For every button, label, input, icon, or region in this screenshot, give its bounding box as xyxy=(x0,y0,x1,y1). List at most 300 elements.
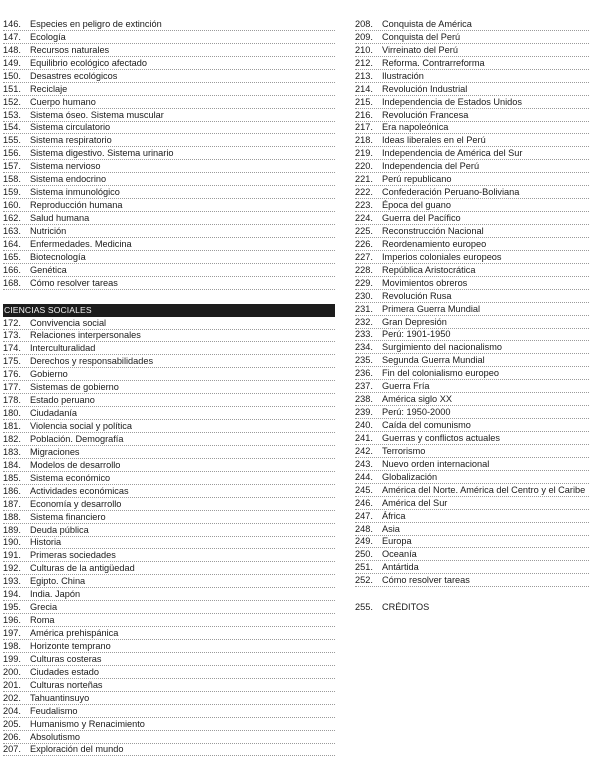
entry-title: Ilustración xyxy=(382,70,424,81)
toc-entry[interactable] xyxy=(3,588,335,601)
entry-title: Antártida xyxy=(382,562,419,573)
toc-entry[interactable] xyxy=(3,96,335,109)
toc-entry[interactable] xyxy=(3,317,335,330)
page-number: 178. xyxy=(3,395,21,406)
entry-title: Salud humana xyxy=(30,213,90,223)
entry-title: Revolución Rusa xyxy=(382,290,452,301)
page-number: 208. xyxy=(355,18,373,29)
toc-list-ciencias-sociales xyxy=(3,317,335,757)
page-number: 239. xyxy=(355,407,373,418)
toc-entry[interactable] xyxy=(355,316,589,329)
entry-title: Gobierno xyxy=(30,369,68,380)
toc-entry[interactable] xyxy=(3,109,335,122)
page-number: 244. xyxy=(355,471,373,482)
entry-title: Conquista de América xyxy=(382,18,472,29)
entry-title: Cuerpo humano xyxy=(30,96,96,107)
toc-entry[interactable] xyxy=(355,31,589,44)
page-number: 184. xyxy=(3,459,21,470)
entry-title: Feudalismo xyxy=(30,705,78,716)
toc-entry[interactable] xyxy=(3,330,335,343)
toc-entry[interactable] xyxy=(3,134,335,147)
toc-right-column xyxy=(355,18,589,613)
section-header-ciencias-sociales: CIENCIAS SOCIALES xyxy=(3,304,335,317)
toc-entry[interactable] xyxy=(355,341,589,354)
toc-entry[interactable] xyxy=(3,731,335,744)
entry-title: Modelos de desarrollo xyxy=(30,459,121,470)
toc-entry[interactable] xyxy=(3,160,335,173)
toc-entry[interactable] xyxy=(3,459,335,472)
page-number: 162. xyxy=(3,213,21,223)
page-number: 245. xyxy=(355,484,373,495)
toc-entry[interactable] xyxy=(355,354,589,367)
toc-entry[interactable] xyxy=(355,432,589,445)
entry-title: Reordenamiento europeo xyxy=(382,238,487,249)
toc-entry[interactable] xyxy=(3,472,335,485)
toc-entry[interactable] xyxy=(3,446,335,459)
entry-title: Imperios coloniales europeos xyxy=(382,251,502,262)
toc-list-ciencias-naturales xyxy=(3,18,335,290)
entry-title: Biotecnología xyxy=(30,251,86,262)
toc-entry[interactable] xyxy=(3,31,335,44)
toc-entry[interactable] xyxy=(3,264,335,277)
page-number: 193. xyxy=(3,576,21,587)
toc-entry[interactable] xyxy=(355,96,589,109)
toc-entry[interactable] xyxy=(3,394,335,407)
toc-entry[interactable] xyxy=(355,548,589,561)
entry-title: Historia xyxy=(30,537,62,548)
toc-entry[interactable] xyxy=(3,186,335,199)
entry-title: Movimientos obreros xyxy=(382,277,468,288)
toc-entry[interactable] xyxy=(355,83,589,96)
entry-title: Población. Demografía xyxy=(30,433,124,444)
page-number: 216. xyxy=(355,109,373,120)
entry-title: Genética xyxy=(30,264,67,275)
page-number: 148. xyxy=(3,44,21,55)
page-number: 176. xyxy=(3,369,21,380)
entry-title: India. Japón xyxy=(30,589,81,600)
page-number: 229. xyxy=(355,277,373,288)
page-number: 150. xyxy=(3,70,21,81)
entry-title: Guerra del Pacífico xyxy=(382,213,461,223)
entry-title: Surgimiento del nacionalismo xyxy=(382,342,503,353)
page-number: 209. xyxy=(355,31,373,42)
page-number: 243. xyxy=(355,458,373,469)
toc-entry[interactable] xyxy=(3,744,335,757)
page-number: 174. xyxy=(3,343,21,354)
page-number: 214. xyxy=(355,83,373,94)
entry-title: Culturas de la antigüedad xyxy=(30,563,135,574)
toc-entry[interactable] xyxy=(355,134,589,147)
toc-entry[interactable] xyxy=(355,471,589,484)
page-number: 189. xyxy=(3,524,21,535)
entry-title: Perú: 1950-2000 xyxy=(382,407,451,418)
page-number: 195. xyxy=(3,602,21,613)
entry-title: Ciudadanía xyxy=(30,408,77,419)
page-number: 224. xyxy=(355,213,373,223)
entry-title: Derechos y responsabilidades xyxy=(30,356,154,367)
entry-title: Perú: 1901-1950 xyxy=(382,329,451,340)
toc-entry[interactable] xyxy=(355,147,589,160)
entry-title: Sistema endocrino xyxy=(30,174,107,185)
page-number: 206. xyxy=(3,731,21,742)
entry-title: Economía y desarrollo xyxy=(30,498,122,509)
page-number: 228. xyxy=(355,264,373,275)
page-number: 235. xyxy=(355,355,373,366)
toc-entry[interactable] xyxy=(3,368,335,381)
entry-title: Violencia social y política xyxy=(30,421,132,431)
entry-title: Culturas costeras xyxy=(30,653,102,664)
toc-entry[interactable] xyxy=(355,367,589,380)
toc-entry[interactable] xyxy=(355,561,589,574)
toc-entry[interactable] xyxy=(355,44,589,57)
page-number: 190. xyxy=(3,537,21,548)
page-number: 210. xyxy=(355,44,373,55)
page-number: 241. xyxy=(355,432,373,443)
toc-entry[interactable] xyxy=(3,575,335,588)
entry-title: Especies en peligro de extinción xyxy=(30,18,162,29)
toc-entry[interactable] xyxy=(3,44,335,57)
toc-entry[interactable] xyxy=(355,225,589,238)
page-number: 198. xyxy=(3,640,21,651)
entry-title: Culturas norteñas xyxy=(30,679,103,690)
entry-title: Nutrición xyxy=(30,225,67,236)
toc-entry[interactable] xyxy=(355,406,589,419)
page-number: 160. xyxy=(3,200,21,211)
entry-title: Migraciones xyxy=(30,446,80,457)
page-number: 242. xyxy=(355,445,373,456)
entry-title: Roma xyxy=(30,615,55,626)
toc-entry[interactable] xyxy=(3,355,335,368)
page-number: 252. xyxy=(355,575,373,586)
page-number: 151. xyxy=(3,83,21,94)
entry-title: Independencia de Estados Unidos xyxy=(382,96,522,107)
entry-title: Fin del colonialismo europeo xyxy=(382,368,499,379)
page-number: 199. xyxy=(3,653,21,664)
page-number: 251. xyxy=(355,562,373,573)
page-number: 247. xyxy=(355,510,373,521)
entry-title: Caída del comunismo xyxy=(382,420,471,430)
entry-title: Sistema respiratorio xyxy=(30,135,112,146)
entry-title: Humanismo y Renacimiento xyxy=(30,718,145,729)
page-number: 204. xyxy=(3,705,21,716)
entry-title: Ecología xyxy=(30,31,66,42)
toc-entry[interactable] xyxy=(355,393,589,406)
toc-entry[interactable] xyxy=(355,484,589,497)
toc-entry[interactable] xyxy=(3,147,335,160)
page-number: 158. xyxy=(3,174,21,185)
toc-entry[interactable] xyxy=(355,380,589,393)
toc-entry[interactable] xyxy=(3,212,335,225)
page-number: 180. xyxy=(3,408,21,419)
toc-entry[interactable] xyxy=(355,212,589,225)
toc-entry[interactable] xyxy=(355,497,589,510)
toc-entry[interactable] xyxy=(3,498,335,511)
page-number: 232. xyxy=(355,316,373,327)
entry-title: Globalización xyxy=(382,471,438,482)
toc-entry[interactable] xyxy=(355,458,589,471)
page-number: 168. xyxy=(3,277,21,288)
entry-title: América prehispánica xyxy=(30,628,119,638)
page-number: 212. xyxy=(355,57,373,68)
page-number: 155. xyxy=(3,135,21,146)
entry-title: CRÉDITOS xyxy=(382,602,430,613)
toc-entry[interactable] xyxy=(3,653,335,666)
toc-entry[interactable] xyxy=(355,160,589,173)
page-number: 166. xyxy=(3,264,21,275)
toc-entry[interactable] xyxy=(3,70,335,83)
toc-entry[interactable] xyxy=(355,238,589,251)
page-number: 230. xyxy=(355,290,373,301)
toc-entry[interactable] xyxy=(355,536,589,549)
toc-entry[interactable] xyxy=(355,173,589,186)
page-number: 147. xyxy=(3,31,21,42)
page-number: 152. xyxy=(3,96,21,107)
page-number: 226. xyxy=(355,238,373,249)
entry-title: Época del guano xyxy=(382,200,451,211)
toc-entry[interactable] xyxy=(3,627,335,640)
entry-title: Relaciones interpersonales xyxy=(30,330,141,341)
toc-entry[interactable] xyxy=(3,173,335,186)
entry-title: Exploración del mundo xyxy=(30,744,124,755)
entry-title: Cómo resolver tareas xyxy=(30,277,118,288)
page-number: 146. xyxy=(3,18,21,29)
page-number: 196. xyxy=(3,615,21,626)
page-number: 194. xyxy=(3,589,21,600)
toc-entry[interactable] xyxy=(3,537,335,550)
toc-entry[interactable] xyxy=(3,238,335,251)
toc-entry[interactable] xyxy=(355,574,589,587)
toc-entry[interactable] xyxy=(3,679,335,692)
page-number: 159. xyxy=(3,187,21,198)
page-number: 175. xyxy=(3,356,21,367)
entry-title: Sistema financiero xyxy=(30,511,106,522)
entry-title: Cómo resolver tareas xyxy=(382,575,470,586)
toc-entry[interactable] xyxy=(3,277,335,290)
page-number: 237. xyxy=(355,381,373,392)
entry-title: Sistema inmunológico xyxy=(30,187,120,198)
toc-entry[interactable] xyxy=(3,666,335,679)
toc-entry[interactable] xyxy=(3,511,335,524)
toc-left-column xyxy=(3,18,335,756)
page-number: 249. xyxy=(355,536,373,547)
page-number: 221. xyxy=(355,174,373,185)
page-number: 238. xyxy=(355,394,373,405)
entry-title: Confederación Peruano-Boliviana xyxy=(382,187,520,198)
toc-entry[interactable] xyxy=(3,251,335,264)
page-number: 223. xyxy=(355,200,373,211)
entry-title: Revolución Industrial xyxy=(382,83,468,94)
toc-entry[interactable] xyxy=(355,303,589,316)
toc-entry[interactable] xyxy=(355,329,589,342)
page-number: 192. xyxy=(3,563,21,574)
page-number: 163. xyxy=(3,225,21,236)
entry-title: Perú republicano xyxy=(382,174,452,185)
page-number: 164. xyxy=(3,238,21,249)
toc-entry[interactable] xyxy=(3,83,335,96)
toc-entry[interactable] xyxy=(3,122,335,135)
page-number: 225. xyxy=(355,225,373,236)
page-number: 153. xyxy=(3,109,21,120)
page-number: 220. xyxy=(355,161,373,172)
entry-title: Terrorismo xyxy=(382,445,426,456)
entry-title: Convivencia social xyxy=(30,317,107,328)
page-number: 240. xyxy=(355,420,373,430)
entry-title: Guerras y conflictos actuales xyxy=(382,432,500,443)
entry-title: Recursos naturales xyxy=(30,44,110,55)
page-number: 185. xyxy=(3,472,21,483)
page-number: 236. xyxy=(355,368,373,379)
entry-title: Guerra Fría xyxy=(382,381,430,392)
page-number: 191. xyxy=(3,550,21,561)
entry-title: Independencia del Perú xyxy=(382,161,480,172)
page-number: 207. xyxy=(3,744,21,755)
toc-entry[interactable] xyxy=(355,523,589,536)
page-number: 201. xyxy=(3,679,21,690)
page-number: 173. xyxy=(3,330,21,341)
page-number: 149. xyxy=(3,57,21,68)
toc-entry[interactable] xyxy=(355,264,589,277)
entry-title: Reforma. Contrarreforma xyxy=(382,57,485,68)
entry-title: Europa xyxy=(382,536,412,547)
entry-title: Independencia de América del Sur xyxy=(382,148,523,159)
entry-title: Gran Depresión xyxy=(382,316,447,327)
entry-title: Sistema económico xyxy=(30,472,111,483)
page-number: 234. xyxy=(355,342,373,353)
toc-entry[interactable] xyxy=(355,277,589,290)
page-number: 188. xyxy=(3,511,21,522)
toc-entry[interactable] xyxy=(3,420,335,433)
toc-entry[interactable] xyxy=(3,485,335,498)
page-number: 177. xyxy=(3,382,21,393)
toc-entry[interactable] xyxy=(3,640,335,653)
entry-title: Reciclaje xyxy=(30,83,68,94)
entry-title: Ideas liberales en el Perú xyxy=(382,135,486,146)
page-number: 156. xyxy=(3,148,21,159)
page-number: 219. xyxy=(355,148,373,159)
entry-title: Desastres ecológicos xyxy=(30,70,118,81)
toc-entry[interactable] xyxy=(3,18,335,31)
page-number: 246. xyxy=(355,497,373,508)
entry-title: Primera Guerra Mundial xyxy=(382,303,481,314)
page-number: 157. xyxy=(3,161,21,172)
page-number: 231. xyxy=(355,303,373,314)
entry-title: Asia xyxy=(382,523,400,534)
entry-title: Absolutismo xyxy=(30,731,81,742)
toc-entry[interactable] xyxy=(355,510,589,523)
toc-entry[interactable] xyxy=(355,251,589,264)
toc-entry[interactable] xyxy=(3,199,335,212)
toc-entry[interactable] xyxy=(355,70,589,83)
toc-entry[interactable] xyxy=(3,57,335,70)
page-number: 182. xyxy=(3,433,21,444)
entry-title: Sistema digestivo. Sistema urinario xyxy=(30,148,174,159)
page-number: 215. xyxy=(355,96,373,107)
page-number: 154. xyxy=(3,122,21,133)
entry-title: África xyxy=(382,510,406,521)
page-number: 213. xyxy=(355,70,373,81)
toc-entry[interactable] xyxy=(3,524,335,537)
entry-title: Primeras sociedades xyxy=(30,550,116,561)
toc-entry-creditos[interactable] xyxy=(355,600,589,613)
toc-entry[interactable] xyxy=(3,562,335,575)
toc-entry[interactable] xyxy=(3,549,335,562)
entry-title: Deuda pública xyxy=(30,524,89,535)
entry-title: Ciudades estado xyxy=(30,666,99,677)
toc-entry[interactable] xyxy=(355,290,589,303)
toc-entry[interactable] xyxy=(355,57,589,70)
spacer xyxy=(3,290,335,303)
entry-title: América del Norte. América del Centro y el Caribe xyxy=(382,484,586,495)
page-number: 248. xyxy=(355,523,373,534)
entry-title: América siglo XX xyxy=(382,394,452,405)
toc-entry[interactable] xyxy=(3,614,335,627)
entry-title: Tahuantinsuyo xyxy=(30,692,90,703)
entry-title: Era napoleónica xyxy=(382,122,449,133)
toc-entry[interactable] xyxy=(355,18,589,31)
toc-entry[interactable] xyxy=(3,692,335,705)
entry-title: Grecia xyxy=(30,602,58,613)
page-number: 186. xyxy=(3,485,21,496)
entry-title: Sistema óseo. Sistema muscular xyxy=(30,109,164,120)
toc-entry[interactable] xyxy=(355,122,589,135)
page-number: 181. xyxy=(3,421,21,431)
entry-title: Segunda Guerra Mundial xyxy=(382,355,485,366)
page-number: 202. xyxy=(3,692,21,703)
page-number: 222. xyxy=(355,187,373,198)
toc-entry[interactable] xyxy=(3,601,335,614)
toc-entry[interactable] xyxy=(3,381,335,394)
page-number: 218. xyxy=(355,135,373,146)
entry-title: Estado peruano xyxy=(30,395,95,406)
entry-title: Nuevo orden internacional xyxy=(382,458,490,469)
entry-title: Equilibrio ecológico afectado xyxy=(30,57,147,68)
page-number: 250. xyxy=(355,549,373,560)
page-number: 197. xyxy=(3,628,21,638)
entry-title: Oceanía xyxy=(382,549,417,560)
entry-title: Conquista del Perú xyxy=(382,31,461,42)
toc-entry[interactable] xyxy=(3,705,335,718)
toc-entry[interactable] xyxy=(3,433,335,446)
page-number: 183. xyxy=(3,446,21,457)
toc-entry[interactable] xyxy=(3,342,335,355)
toc-entry[interactable] xyxy=(3,407,335,420)
page-number: 172. xyxy=(3,317,21,328)
entry-title: Virreinato del Perú xyxy=(382,44,458,55)
spacer xyxy=(355,587,589,600)
entry-title: Revolución Francesa xyxy=(382,109,469,120)
entry-title: Interculturalidad xyxy=(30,343,96,354)
entry-title: Reproducción humana xyxy=(30,200,123,211)
toc-entry[interactable] xyxy=(3,718,335,731)
toc-entry[interactable] xyxy=(355,186,589,199)
toc-entry[interactable] xyxy=(355,109,589,122)
entry-title: Reconstrucción Nacional xyxy=(382,225,484,236)
toc-entry[interactable] xyxy=(355,445,589,458)
toc-entry[interactable] xyxy=(3,225,335,238)
toc-list-historia-geografia xyxy=(355,18,589,587)
entry-title: Enfermedades. Medicina xyxy=(30,238,132,249)
toc-entry[interactable] xyxy=(355,199,589,212)
entry-title: Horizonte temprano xyxy=(30,640,111,651)
page-number: 187. xyxy=(3,498,21,509)
entry-title: Sistema circulatorio xyxy=(30,122,111,133)
page-number: 205. xyxy=(3,718,21,729)
entry-title: República Aristocrática xyxy=(382,264,476,275)
page-number: 227. xyxy=(355,251,373,262)
toc-entry[interactable] xyxy=(355,419,589,432)
entry-title: Actividades económicas xyxy=(30,485,129,496)
entry-title: América del Sur xyxy=(382,497,448,508)
